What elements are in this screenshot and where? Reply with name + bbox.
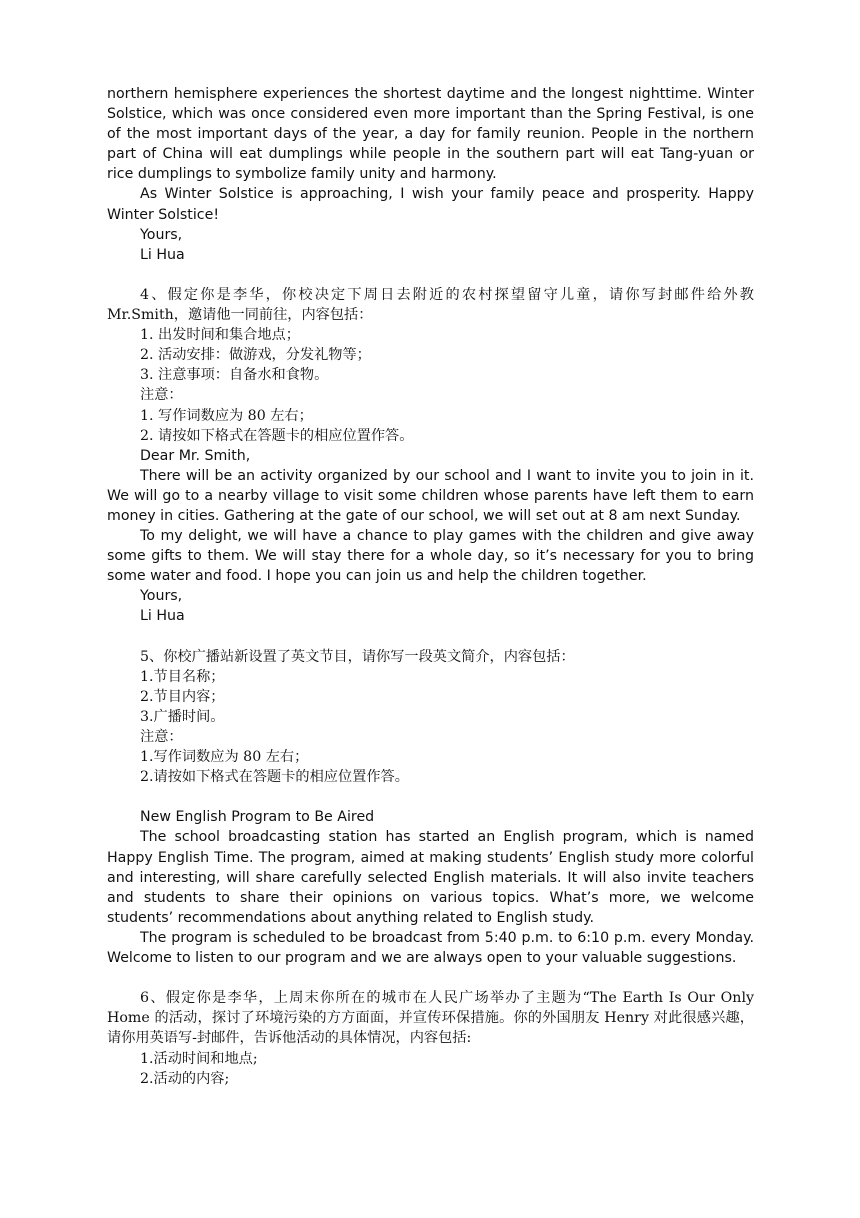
section5-paragraph-1: The school broadcasting station has started an English program, which is named Happy English Time. The program, aimed at making students’ English study more colorful and interesting, will share carefully selected English materials. It will also invite teachers and students to share their opinions on various topics. What’s more, we welcome students’ recommendations about anything related to English study. bbox=[107, 829, 754, 926]
section5-prompt: 5、你校广播站新设置了英文节目，请你写一段英文简介，内容包括： bbox=[140, 648, 575, 665]
section3-closing: Yours, bbox=[140, 226, 183, 243]
spacer bbox=[107, 787, 754, 807]
section4-note-2: 2. 请按如下格式在答题卡的相应位置作答。 bbox=[140, 427, 414, 444]
section5-item-3: 3.广播时间。 bbox=[140, 708, 225, 725]
section3-paragraph-1: northern hemisphere experiences the shortest daytime and the longest nighttime. Winter Solstice, which was once considered even more important than the Spring Festival, is one of the most important days of the year, a day for family reunion. People in the northern part of China will eat dumplings while people in the southern part will eat Tang-yuan or rice dumplings to symbolize family unity and harmony. bbox=[107, 86, 754, 183]
section3-paragraph-2: As Winter Solstice is approaching, I wish your family peace and prosperity. Happy Winter Solstice! bbox=[107, 186, 754, 223]
section5-note-2: 2.请按如下格式在答题卡的相应位置作答。 bbox=[140, 769, 409, 786]
section5-note-label: 注意： bbox=[140, 729, 183, 745]
section3-signature: Li Hua bbox=[140, 246, 185, 263]
spacer bbox=[107, 265, 754, 285]
section4-note-1: 1. 写作词数应为 80 左右； bbox=[140, 407, 313, 424]
section4-signature: Li Hua bbox=[140, 608, 185, 625]
section4-paragraph-1: There will be an activity organized by our school and I want to invite you to join in it. We will go to a nearby village to visit some children whose parents have left them to earn money in cities. Gathering at the gate of our school, we will set out at 8 am next Sunday. bbox=[107, 467, 754, 524]
section5-paragraph-2: The program is scheduled to be broadcast from 5:40 p.m. to 6:10 p.m. every Monday. Welcome to listen to our program and we are always open to your valuable suggestions. bbox=[107, 929, 754, 967]
section6-prompt: 6、假定你是李华，上周末你所在的城市在人民广场举办了主题为“The Earth Is Our Only Home 的活动，探讨了环境污染的方方面面，并宣传环保措施。你的外国朋友 Henry 对此很感兴趣，请你用英语写-封邮件，告诉他活动的具体情况，内容包括: bbox=[107, 990, 754, 1047]
section5-title: New English Program to Be Aired bbox=[140, 809, 375, 826]
section6-item-1: 1.活动时间和地点; bbox=[140, 1050, 258, 1067]
section4-note-label: 注意： bbox=[140, 387, 183, 404]
section4-paragraph-2: To my delight, we will have a chance to play games with the children and give away some gifts to them. We will stay there for a whole day, so it’s necessary for you to bring some water and food. I hope you can join us and help the children together. bbox=[107, 528, 754, 585]
section5-note-1: 1.写作词数应为 80 左右； bbox=[140, 749, 309, 766]
section4-item-3: 3. 注意事项：自备水和食物。 bbox=[140, 367, 329, 384]
section5-item-2: 2.节目内容； bbox=[140, 688, 225, 705]
spacer bbox=[107, 968, 754, 988]
spacer bbox=[107, 627, 754, 647]
section4-prompt: 4、假定你是李华，你校决定下周日去附近的农村探望留守儿童，请你写封邮件给外教Mr.Smith，邀请他一同前往，内容包括： bbox=[107, 286, 754, 324]
section4-closing: Yours, bbox=[140, 588, 183, 605]
document-page bbox=[107, 84, 754, 1089]
section4-salutation: Dear Mr. Smith, bbox=[140, 447, 251, 464]
section4-item-1: 1. 出发时间和集合地点； bbox=[140, 327, 300, 344]
section6-item-2: 2.活动的内容; bbox=[140, 1070, 230, 1087]
section4-item-2: 2. 活动安排：做游戏，分发礼物等； bbox=[140, 347, 371, 364]
section5-item-1: 1.节目名称； bbox=[140, 668, 225, 685]
